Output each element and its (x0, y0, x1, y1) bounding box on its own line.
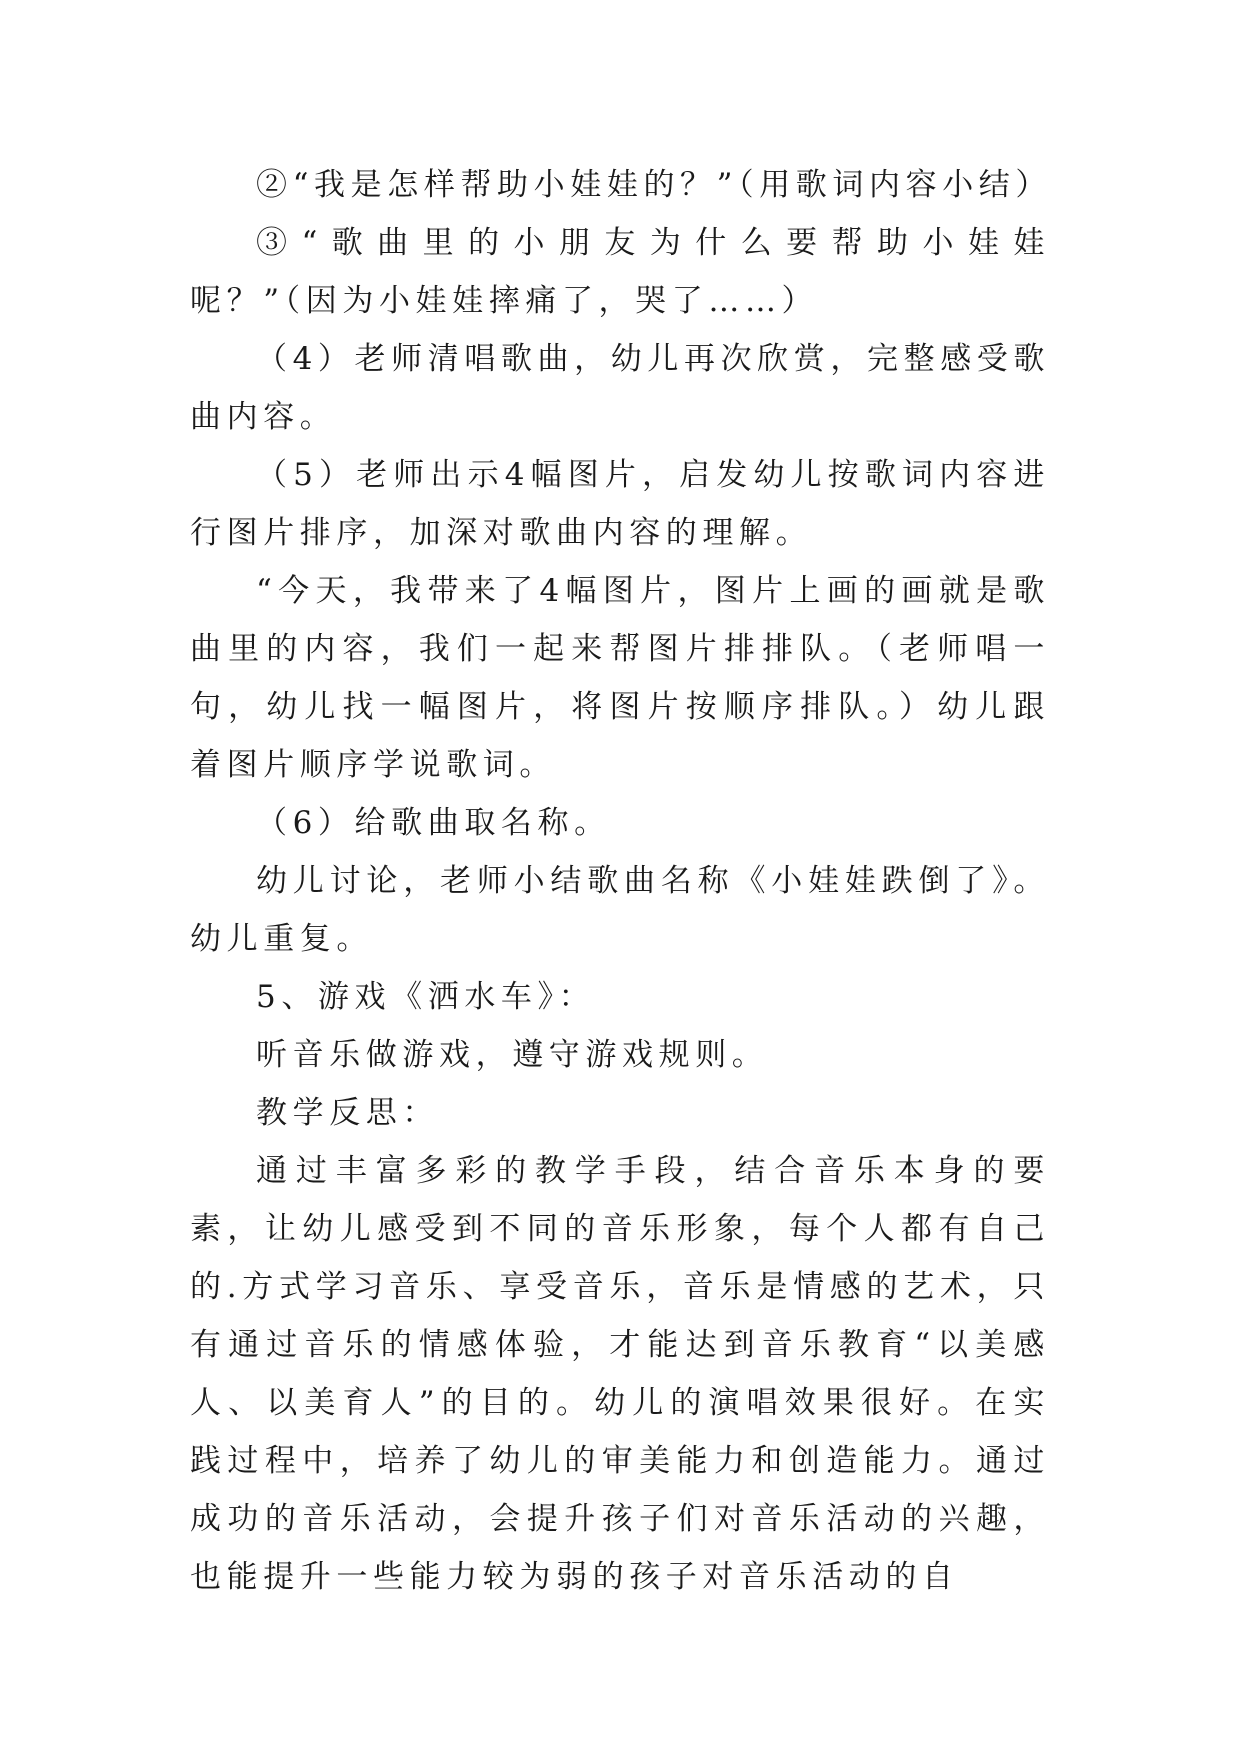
paragraph-4: （5）老师出示4幅图片，启发幼儿按歌词内容进行图片排序，加深对歌曲内容的理解。 (190, 457, 1050, 551)
paragraph-11: 通过丰富多彩的教学手段，结合音乐本身的要素，让幼儿感受到不同的音乐形象，每个人都有自己的.方式学习音乐、享受音乐，音乐是情感的艺术，只有通过音乐的情感体验，才能达到音乐教育“以美感人、以美育人”的目的。幼儿的演唱效果很好。在实践过程中，培养了幼儿的审美能力和创造能力。通过成功的音乐活动，会提升孩子们对音乐活动的兴趣，也能提升一些能力较为弱的孩子对音乐活动的自 (190, 1153, 1050, 1595)
paragraph-8: 5、游戏《洒水车》： (256, 979, 596, 1015)
paragraph-7: 幼儿讨论，老师小结歌曲名称《小娃娃跌倒了》。幼儿重复。 (190, 863, 1050, 957)
paragraph-10: 教学反思： (256, 1095, 439, 1131)
paragraph-5: “今天，我带来了4幅图片，图片上画的画就是歌曲里的内容，我们一起来帮图片排排队。（老师唱一句，幼儿找一幅图片，将图片按顺序排队。）幼儿跟着图片顺序学说歌词。 (190, 573, 1050, 783)
document-body (190, 156, 1050, 1606)
paragraph-2: ③“歌曲里的小朋友为什么要帮助小娃娃呢？”（因为小娃娃摔痛了，哭了……） (190, 225, 1050, 319)
paragraph-6: （6）给歌曲取名称。 (256, 805, 611, 841)
paragraph-3: （4）老师清唱歌曲，幼儿再次欣赏，完整感受歌曲内容。 (190, 341, 1050, 435)
paragraph-1: ②“我是怎样帮助小娃娃的？”（用歌词内容小结） (256, 167, 1052, 203)
paragraph-9: 听音乐做游戏，遵守游戏规则。 (256, 1037, 769, 1073)
